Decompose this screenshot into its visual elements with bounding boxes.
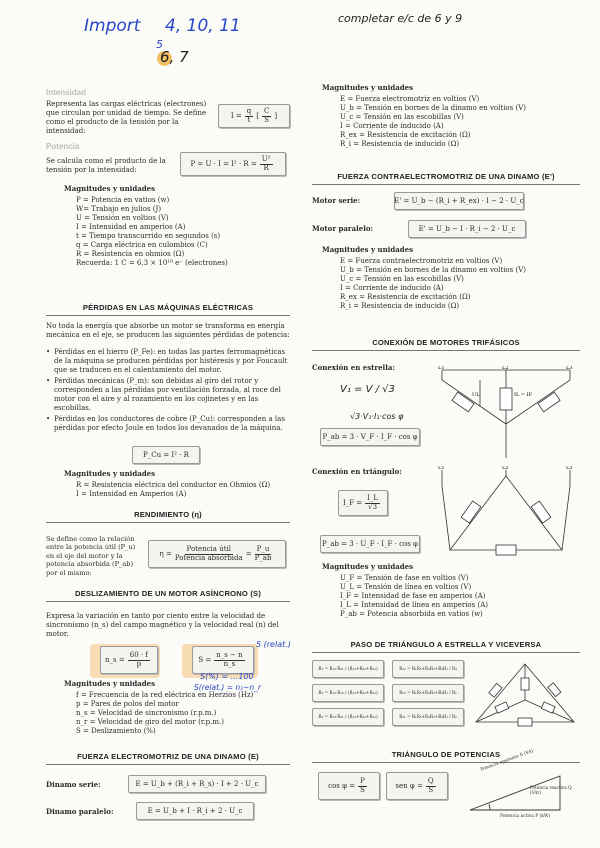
- motor-paralelo-label: Motor paralelo:: [312, 224, 374, 233]
- tri-p-label: Potencia activa P (kW): [500, 814, 551, 819]
- perdidas-bullets: • Pérdidas en el hierro (P_Fe): en todas las partes ferromagnéticas de la máquina se producen pérdidas por histéresis y por Foucault que se traducen en el calentamiento del motor. • Pérdidas mecánicas (P_m): son debidas al giro del rotor y corresponden a las pérdidas por ventilación forzada, al roce del motor con el aire y al rozamiento en los cojinetes y en las escobillas. • Pérdidas en los conductores de cobre (P_Cu): corresponden a las pérdidas por efecto Joule en todos los devanados de la máquina.: [46, 348, 290, 433]
- perdidas-intro: No toda la energía que absorbe un motor se transforma en energía mecánica en el eje, se producen las siguientes pérdidas de potencia:: [46, 322, 290, 339]
- perdidas-title: PÉRDIDAS EN LAS MÁQUINAS ELÉCTRICAS: [46, 303, 290, 316]
- contra-mag-title: Magnitudes y unidades: [322, 245, 414, 254]
- triangulo-label: Conexión en triángulo:: [312, 467, 402, 476]
- potencia-text: Se calcula como el producto de la tensión por la intensidad:: [46, 157, 166, 174]
- handwritten-import: Import: [84, 16, 141, 36]
- perdidas-mag-list: R = Resistencia eléctrica del conductor en Ohmios (Ω) I = Intensidad en Amperios (A): [76, 481, 271, 498]
- paso-r23: R₂₃ = R₁R₂+R₂R₃+R₃R₁ / R₁: [392, 684, 464, 702]
- triangulo-if-formula: I_F = $\frac{I\_L}{√3}$: [338, 490, 388, 516]
- rendimiento-title: RENDIMIENTO (η): [46, 510, 290, 523]
- dinamo-serie-formula: E = U_b + (R_i + R_s) · I + 2 · U_c: [128, 775, 266, 793]
- sen-formula: sen φ = $\frac{Q}{S}$: [386, 772, 448, 800]
- motor-paralelo-formula: E' = U_b − I · R_i − 2 · U_c: [408, 220, 526, 238]
- star-if: IL = IF: [514, 392, 533, 398]
- dinamo-paralelo-label: Dinamo paralelo:: [46, 807, 114, 816]
- intensidad-title: Intensidad: [46, 88, 87, 97]
- potencia-mag-list: P = Potencia en vatios (w) W= Trabajo en julios (J) U = Tensión en voltios (V) I = Intensidad en amperios (A) t = Tiempo transcurrido en segundos (s) q = Carga eléctrica en culombios (C) R = Resistencia en ohmios (Ω) Recuerda: 1 C = 6,3 × 10¹⁸ e⁻ (electrones): [76, 196, 228, 267]
- paso-r12: R₁₂ = R₁R₂+R₂R₃+R₃R₁ / R₃: [392, 660, 464, 678]
- intensidad-text: Representa las cargas eléctricas (electrones) que circulan por unidad de tiempo. Se define como el producto de la tensión por la intensidad:: [46, 100, 207, 135]
- star-diagram: [436, 366, 576, 462]
- dinamo-serie-label: Dinamo serie:: [46, 780, 101, 789]
- potencia-title: Potencia: [46, 142, 80, 151]
- handwritten-numbers: 4, 10, 11: [165, 16, 241, 36]
- trifasicos-mag-list: U_F = Tensión de fase en voltios (V) U_L = Tensión de línea en voltios (V) I_F = Intensidad de fase en amperios (A) I_L = Intensidad de línea en amperios (A) P_ab = Potencia absorbida en vatios (w): [340, 574, 488, 618]
- tri-q-label: Potencia reactiva Q (VAr): [530, 785, 572, 796]
- potencia-formula: P = U · I = I² · R = $\frac{\text{U²}}{R}$: [180, 152, 286, 176]
- paso-title: PASO DE TRIÁNGULO A ESTRELLA Y VICEVERSA: [312, 640, 580, 653]
- paso-r2: R₂ = R₁₂·R₂₃ / (R₁₂+R₂₃+R₃₁): [312, 684, 384, 702]
- s-formula: S = $\frac{n\_s - n}{n\_s}$: [192, 646, 254, 674]
- rendimiento-text: Se define como la relación entre la potencia útil (P_u) en el eje del motor y la potencia absorbida (P_ab) por el mismo:: [46, 535, 136, 577]
- paso-r3: R₃ = R₂₃·R₃₁ / (R₁₂+R₂₃+R₃₁): [312, 708, 384, 726]
- contra-mag-list: E = Fuerza contraelectromotriz en voltios (V) U_b = Tensión en bornes de la dinamo en voltios (V) U_c = Tensión en las escobillas (V) I = Corriente de inducido (A) R_ex = Resistencia de excitación (Ω) R_i = Resistencia de inducido (Ω): [340, 257, 526, 310]
- deslizamiento-title: DESLIZAMIENTO DE UN MOTOR ASÍNCRONO (S): [46, 589, 290, 602]
- perdidas-formula: P_Cu = I² · R: [132, 446, 200, 464]
- tri-l2: L2: [502, 466, 509, 471]
- paso-r31: R₃₁ = R₁R₂+R₂R₃+R₃R₁ / R₂: [392, 708, 464, 726]
- top-mag-list: E = Fuerza electromotriz en voltios (V) U_b = Tensión en bornes de la dinamo en voltios (V) U_c = Tensión en las escobillas (V) I = Corriente de inducido (A) R_ex = Resistencia de excitación (Ω) R_i = Resistencia de inducido (Ω): [340, 95, 526, 148]
- dinamo-paralelo-formula: E = U_b + I · R_i + 2 · U_c: [136, 802, 254, 820]
- contra-title: FUERZA CONTRAELECTROMOTRIZ DE UNA DINAMO (E'): [312, 172, 580, 185]
- handwritten-calc-2: S(relat.) = n₁−n_r: [194, 683, 261, 692]
- deslizamiento-mag-title: Magnitudes y unidades: [64, 679, 156, 688]
- motor-serie-label: Motor serie:: [312, 196, 361, 205]
- potencia-mag-title: Magnitudes y unidades: [64, 184, 156, 193]
- trifasicos-title: CONEXIÓN DE MOTORES TRIFÁSICOS: [312, 338, 580, 351]
- motor-serie-formula: E' = U_b − (R_i + R_ex) · I − 2 · U_c: [394, 192, 524, 210]
- star-l3: L3: [566, 366, 573, 371]
- perdidas-mag-title: Magnitudes y unidades: [64, 469, 156, 478]
- fem-title: FUERZA ELECTROMOTRIZ DE UNA DINAMO (E): [46, 752, 290, 765]
- star-l1: L1: [438, 366, 445, 371]
- tri-l1: L1: [438, 466, 445, 471]
- star-ul: UL: [472, 392, 480, 398]
- handwritten-calc-1: S(%) = ...100: [200, 672, 254, 681]
- top-mag-title: Magnitudes y unidades: [322, 83, 414, 92]
- handwritten-numbers-2: 6, 7: [160, 48, 189, 66]
- trifasicos-mag-title: Magnitudes y unidades: [322, 562, 414, 571]
- paso-r1: R₁ = R₁₂·R₃₁ / (R₁₂+R₂₃+R₃₁): [312, 660, 384, 678]
- rendimiento-formula: η = $\frac{\text{Potencia útil}}{\text{Potencia absorbida}}$ = $\frac{P\_u}{P\_ab}$: [148, 540, 286, 568]
- handwritten-five: 5: [156, 38, 163, 51]
- handwritten-note-right: completar e/c de 6 y 9: [338, 12, 463, 25]
- tri-l3: L3: [566, 466, 573, 471]
- triangulo-formula: P_ab = 3 · U_F · I_F · cos φ: [320, 535, 420, 553]
- estrella-formula: P_ab = 3 · V_F · I_F · cos φ: [320, 428, 420, 446]
- triangle-diagram: [436, 466, 576, 562]
- paso-diagram: [470, 660, 580, 728]
- intensidad-formula: I = $\frac{q}{t}$ [ $\frac{C}{S}$ ]: [218, 104, 290, 128]
- handwritten-sqrt3: √3·V₁·I₁·cos φ: [350, 412, 404, 421]
- tri-s-label: Potencia aparente S (VA): [480, 748, 535, 773]
- ns-formula: n_s = $\frac{60 \cdot f}{p}$: [100, 646, 158, 674]
- deslizamiento-mag-list: f = Frecuencia de la red eléctrica en Herzios (Hz) p = Pares de polos del motor n_s = Velocidad de sincronismo (r.p.m.) n_r = Velocidad de giro del motor (r.p.m.) S = Deslizamiento (%): [76, 691, 254, 735]
- paso-formulas: [312, 660, 464, 740]
- estrella-label: Conexión en estrella:: [312, 363, 395, 372]
- potencias-title: TRIÁNGULO DE POTENCIAS: [312, 750, 580, 763]
- cos-formula: cos φ = $\frac{P}{S}$: [318, 772, 380, 800]
- deslizamiento-text: Expresa la variación en tanto por ciento entre la velocidad de sincronismo (n_s) del campo magnético y la velocidad real (n) del motor.: [46, 612, 279, 638]
- handwritten-s-relat: 5 (relat.): [256, 640, 291, 649]
- handwritten-vf: V₁ = V / √3: [340, 384, 395, 395]
- star-l2: L2: [502, 366, 509, 371]
